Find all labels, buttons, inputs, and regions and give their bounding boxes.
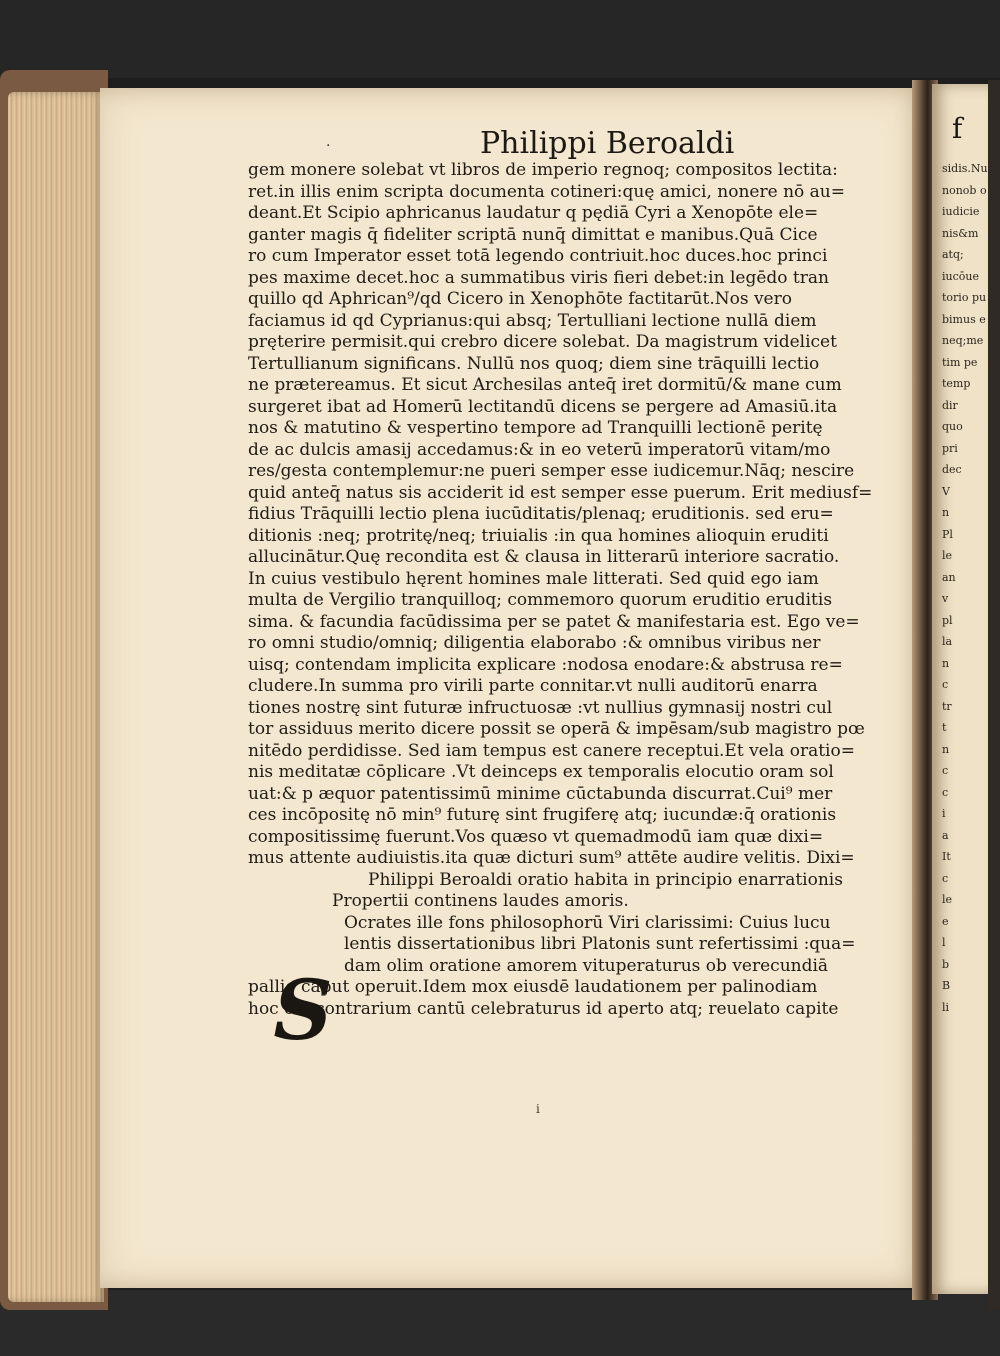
text-line: pallio caput operuit.Idem mox eiusdē laudationem per palinodiam <box>248 977 818 997</box>
facing-page-line: B <box>942 979 951 992</box>
facing-page-line: b <box>942 957 950 971</box>
facing-page-text <box>942 158 988 1018</box>
text-line: tor assiduus merito dicere possit se operā & impēsam/sub magistro pœ <box>248 719 865 739</box>
facing-page-line: tr <box>942 699 952 713</box>
facing-page-line: li <box>942 1000 950 1014</box>
text-line: ro omni studio/omniq; diligentia elaborabo :& omnibus viribus ner <box>248 633 821 653</box>
facing-page-line: iucōue <box>942 269 979 283</box>
running-head: Philippi Beroaldi <box>480 126 735 161</box>
text-line: de ac dulcis amasij accedamus:& in eo veterū imperatorū vitam/mo <box>248 439 831 460</box>
facing-page-line: pl <box>942 613 953 627</box>
facing-page-line: nonob o <box>942 183 987 197</box>
facing-page-line: le <box>942 549 953 562</box>
text-line: mus attente audiuistis.ita quæ dicturi sum⁹ attēte audire velitis. Dixi= <box>248 848 855 868</box>
text-line: nitēdo perdidisse. Sed iam tempus est canere receptui.Et vela oratio= <box>248 740 855 761</box>
facing-page-line: v <box>942 592 949 605</box>
main-text-column <box>248 160 884 1020</box>
background-top <box>0 0 1000 78</box>
facing-page-line: dec <box>942 463 962 476</box>
text-line: ne prætereamus. Et sicut Archesilas anteq̄ iret dormitū/& mane cum <box>248 375 842 395</box>
text-line: res/gesta contemplemur:ne pueri semper esse iudicemur.Nāq; nescire <box>248 461 855 481</box>
facing-page-line: c <box>942 871 949 885</box>
facing-page-line: bimus e <box>942 312 986 326</box>
facing-page-line: i <box>942 807 946 820</box>
text-line: In cuius vestibulo hęrent homines male litterati. Sed quid ego iam <box>248 568 819 589</box>
facing-page-line: n <box>942 506 950 519</box>
text-line: tiones nostrę sint futuræ infructuosæ :vt nullius gymnasij nostri cul <box>248 697 833 718</box>
text-line: gem monere solebat vt libros de imperio regnoq; compositos lectita: <box>248 160 838 180</box>
text-line: ces incōpositę nō min⁹ futurę sint frugiferę atq; iucundæ:q̄ orationis <box>248 805 837 825</box>
text-line: quid anteq̄ natus sis acciderit id est semper esse puerum. Erit mediusf= <box>248 482 873 503</box>
text-line: uat:& p æquor patentissimū minime cūctabunda discurrat.Cui⁹ mer <box>248 783 833 804</box>
facing-page-line: t <box>942 721 947 734</box>
drop-cap: S <box>273 963 333 1059</box>
text-line: uisq; contendam implicita explicare :nodosa enodare:& abstrusa re= <box>248 654 843 675</box>
facing-page-line: a <box>942 828 949 842</box>
text-line: lentis dissertationibus libri Platonis sunt refertissimi :qua= <box>344 934 856 954</box>
facing-page-line: an <box>942 570 956 584</box>
facing-page-line: dir <box>942 398 958 412</box>
text-line: Propertii continens laudes amoris. <box>332 891 629 911</box>
right-cover-edge <box>988 80 1000 1310</box>
text-line: deant.Et Scipio aphricanus laudatur q pędiā Cyri a Xenopōte ele= <box>248 203 819 223</box>
facing-page-line: temp <box>942 377 971 390</box>
facing-page-line: torio pu <box>942 291 987 304</box>
facing-page-line: tim pe <box>942 355 978 369</box>
text-line: hoc est contrarium cantū celebraturus id aperto atq; reuelato capite <box>248 998 839 1019</box>
text-line: ro cum Imperator esset totā legendo contriuit.hoc duces.hoc princi <box>248 246 828 266</box>
page-edges <box>8 92 104 1302</box>
text-line: nis meditatæ cōplicare .Vt deinceps ex temporalis elocutio oram sol <box>248 762 834 782</box>
head-mark: . <box>326 134 331 150</box>
facing-page-mark: f <box>952 112 963 145</box>
facing-page-line: atq; <box>942 248 964 261</box>
background-bottom <box>0 1290 1000 1356</box>
facing-page-line: la <box>942 635 953 648</box>
text-line: ditionis :neq; protritę/neq; triuialis :in qua homines alioquin eruditi <box>248 525 829 546</box>
text-line: Ocrates ille fons philosophorū Viri clarissimi: Cuius lucu <box>344 912 831 933</box>
facing-page-line: e <box>942 914 949 928</box>
facing-page-line: nis&m <box>942 226 979 240</box>
text-line: surgeret ibat ad Homerū lectitandū dicens se pergere ad Amasiū.ita <box>248 396 838 417</box>
facing-page-line: sidis.Nu <box>942 162 988 175</box>
facing-page-line: It <box>942 850 951 863</box>
text-line: allucinātur.Quę recondita est & clausa in litterarū interiore sacratio. <box>248 547 840 567</box>
facing-page-line: c <box>942 785 949 799</box>
text-line: compositissimę fuerunt.Vos quæso vt quemadmodū iam quæ dixi= <box>248 826 824 847</box>
facing-page-line: l <box>942 936 946 949</box>
text-line: ganter magis q̄ fideliter scriptā nunq̄ dimittat e manibus.Quā Cice <box>248 224 818 245</box>
text-line: Philippi Beroaldi oratio habita in principio enarrationis <box>368 869 843 890</box>
text-line: dam olim oratione amorem vituperaturus ob verecundiā <box>344 955 829 976</box>
text-line: pręterire permisit.qui crebro dicere solebat. Da magistrum videlicet <box>248 332 837 352</box>
facing-page-line: n <box>942 656 950 670</box>
facing-page-line: Pl <box>942 527 953 541</box>
signature-mark: i <box>536 1102 540 1116</box>
text-line: faciamus id qd Cyprianus:qui absq; Tertulliani lectione nullā diem <box>248 310 817 331</box>
facing-page-line: c <box>942 764 949 777</box>
text-line: sima. & facundia facūdissima per se patet & manifestaria est. Ego ve= <box>248 611 860 632</box>
text-line: nos & matutino & vespertino tempore ad Tranquilli lectionē peritę <box>248 418 823 438</box>
facing-page-line: V <box>942 484 950 498</box>
text-line: fidius Trāquilli lectio plena iucūditatis/plenaq; eruditionis. sed eru= <box>248 504 834 524</box>
text-line: quillo qd Aphrican⁹/qd Cicero in Xenophōte factitarūt.Nos vero <box>248 289 792 309</box>
facing-page-line: quo <box>942 420 963 433</box>
text-line: Tertullianum significans. Nullū nos quoq; diem sine trāquilli lectio <box>248 353 820 374</box>
text-line: multa de Vergilio tranquilloq; commemoro quorum eruditio eruditis <box>248 590 833 610</box>
facing-page-line: n <box>942 742 950 756</box>
facing-page-line: neq;me <box>942 334 984 347</box>
text-line: ret.in illis enim scripta documenta cotineri:quę amici, nonere nō au= <box>248 181 845 202</box>
text-line: pes maxime decet.hoc a summatibus viris fieri debet:in legēdo tran <box>248 267 829 288</box>
text-line: cludere.In summa pro virili parte connitar.vt nulli auditorū enarra <box>248 676 818 696</box>
facing-page-line: c <box>942 678 949 691</box>
facing-page-line: pri <box>942 441 958 455</box>
facing-page-line: iudicie <box>942 205 980 218</box>
facing-page-line: le <box>942 893 953 906</box>
